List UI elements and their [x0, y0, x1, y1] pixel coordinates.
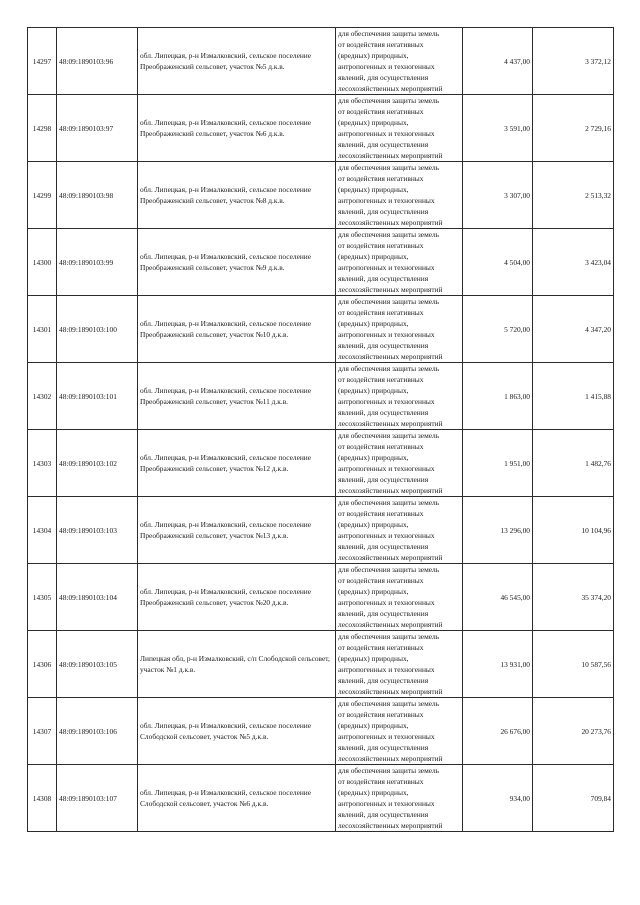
- area-value: 13 296,00: [463, 497, 533, 564]
- purpose-line: лесохозяйственных мероприятий: [338, 620, 443, 629]
- purpose-line: антропогенных и техногенных: [338, 397, 435, 406]
- table-row: [28, 698, 614, 765]
- purpose-line: антропогенных и техногенных: [338, 665, 435, 674]
- purpose-line: явлений, для осуществления: [338, 609, 429, 618]
- purpose-line: от воздействия негативных: [338, 509, 424, 518]
- land-use-purpose: [336, 765, 463, 832]
- purpose-line: лесохозяйственных мероприятий: [338, 486, 443, 495]
- purpose-line: лесохозяйственных мероприятий: [338, 352, 443, 361]
- area-value: 26 676,00: [463, 698, 533, 765]
- purpose-line: для обеспечения защиты земель: [338, 766, 440, 775]
- cadastral-number: 48:09:1890103:102: [57, 430, 138, 497]
- purpose-line: явлений, для осуществления: [338, 743, 429, 752]
- land-use-purpose: [336, 363, 463, 430]
- purpose-line: для обеспечения защиты земель: [338, 230, 440, 239]
- purpose-line: антропогенных и техногенных: [338, 799, 435, 808]
- area-value: 934,00: [463, 765, 533, 832]
- purpose-line: (вредных) природных,: [338, 520, 409, 529]
- purpose-line: для обеспечения защиты земель: [338, 699, 440, 708]
- cadastral-number: 48:09:1890103:99: [57, 229, 138, 296]
- purpose-line: (вредных) природных,: [338, 788, 409, 797]
- area-value: 3 307,00: [463, 162, 533, 229]
- purpose-line: лесохозяйственных мероприятий: [338, 754, 443, 763]
- table-body: [28, 28, 614, 832]
- row-number: 14298: [28, 95, 57, 162]
- purpose-line: лесохозяйственных мероприятий: [338, 821, 443, 830]
- table-row: [28, 162, 614, 229]
- purpose-line: явлений, для осуществления: [338, 475, 429, 484]
- purpose-line: явлений, для осуществления: [338, 140, 429, 149]
- land-use-purpose: [336, 95, 463, 162]
- purpose-line: антропогенных и техногенных: [338, 330, 435, 339]
- cadastral-number: 48:09:1890103:101: [57, 363, 138, 430]
- plot-address: обл. Липецкая, р-н Измалковский, сельское поселение Слободской сельсовет, участок №6 д.к.в.: [138, 765, 336, 832]
- purpose-line: для обеспечения защиты земель: [338, 498, 440, 507]
- cadastral-number: 48:09:1890103:107: [57, 765, 138, 832]
- purpose-line: (вредных) природных,: [338, 319, 409, 328]
- purpose-line: явлений, для осуществления: [338, 207, 429, 216]
- purpose-line: для обеспечения защиты земель: [338, 297, 440, 306]
- purpose-line: (вредных) природных,: [338, 51, 409, 60]
- cost-value: 1 415,88: [533, 363, 614, 430]
- plot-address: обл. Липецкая, р-н Измалковский, сельское поселение Слободской сельсовет, участок №5 д.к.в.: [138, 698, 336, 765]
- plot-address: обл. Липецкая, р-н Измалковский, сельское поселение Преображенский сельсовет, участок №6 д.к.в.: [138, 95, 336, 162]
- purpose-line: для обеспечения защиты земель: [338, 163, 440, 172]
- purpose-line: от воздействия негативных: [338, 375, 424, 384]
- purpose-line: (вредных) природных,: [338, 587, 409, 596]
- plot-address: обл. Липецкая, р-н Измалковский, сельское поселение Преображенский сельсовет, участок №13 д.к.в.: [138, 497, 336, 564]
- table-row: [28, 564, 614, 631]
- purpose-line: явлений, для осуществления: [338, 341, 429, 350]
- area-value: 5 720,00: [463, 296, 533, 363]
- area-value: 1 951,00: [463, 430, 533, 497]
- table-row: [28, 28, 614, 95]
- land-use-purpose: [336, 631, 463, 698]
- purpose-line: для обеспечения защиты земель: [338, 96, 440, 105]
- purpose-line: антропогенных и техногенных: [338, 129, 435, 138]
- purpose-line: антропогенных и техногенных: [338, 263, 435, 272]
- row-number: 14297: [28, 28, 57, 95]
- table-row: [28, 229, 614, 296]
- purpose-line: лесохозяйственных мероприятий: [338, 84, 443, 93]
- purpose-line: явлений, для осуществления: [338, 408, 429, 417]
- row-number: 14300: [28, 229, 57, 296]
- purpose-line: от воздействия негативных: [338, 710, 424, 719]
- purpose-line: от воздействия негативных: [338, 308, 424, 317]
- area-value: 13 931,00: [463, 631, 533, 698]
- purpose-line: для обеспечения защиты земель: [338, 29, 440, 38]
- cost-value: 10 104,96: [533, 497, 614, 564]
- cadastral-number: 48:09:1890103:100: [57, 296, 138, 363]
- row-number: 14308: [28, 765, 57, 832]
- land-use-purpose: [336, 497, 463, 564]
- area-value: 46 545,00: [463, 564, 533, 631]
- cost-value: 10 587,56: [533, 631, 614, 698]
- table-row: [28, 497, 614, 564]
- purpose-line: лесохозяйственных мероприятий: [338, 218, 443, 227]
- purpose-line: антропогенных и техногенных: [338, 531, 435, 540]
- cost-value: 1 482,76: [533, 430, 614, 497]
- row-number: 14304: [28, 497, 57, 564]
- purpose-line: (вредных) природных,: [338, 654, 409, 663]
- purpose-line: (вредных) природных,: [338, 252, 409, 261]
- plot-address: обл. Липецкая, р-н Измалковский, сельское поселение Преображенский сельсовет, участок №20 д.к.в.: [138, 564, 336, 631]
- purpose-line: явлений, для осуществления: [338, 676, 429, 685]
- row-number: 14299: [28, 162, 57, 229]
- plot-address: Липецкая обл, р-н Измалковский, с/п Слободской сельсовет, участок №1 д.к.в.: [138, 631, 336, 698]
- row-number: 14301: [28, 296, 57, 363]
- land-use-purpose: [336, 430, 463, 497]
- cadastral-number: 48:09:1890103:96: [57, 28, 138, 95]
- purpose-line: явлений, для осуществления: [338, 542, 429, 551]
- purpose-line: антропогенных и техногенных: [338, 62, 435, 71]
- purpose-line: явлений, для осуществления: [338, 73, 429, 82]
- area-value: 1 863,00: [463, 363, 533, 430]
- purpose-line: от воздействия негативных: [338, 40, 424, 49]
- purpose-line: антропогенных и техногенных: [338, 196, 435, 205]
- purpose-line: лесохозяйственных мероприятий: [338, 419, 443, 428]
- plot-address: обл. Липецкая, р-н Измалковский, сельское поселение Преображенский сельсовет, участок №10 д.к.в.: [138, 296, 336, 363]
- table-row: [28, 430, 614, 497]
- table-row: [28, 363, 614, 430]
- purpose-line: от воздействия негативных: [338, 241, 424, 250]
- purpose-line: от воздействия негативных: [338, 442, 424, 451]
- cadastral-number: 48:09:1890103:106: [57, 698, 138, 765]
- purpose-line: (вредных) природных,: [338, 453, 409, 462]
- land-use-purpose: [336, 296, 463, 363]
- purpose-line: лесохозяйственных мероприятий: [338, 687, 443, 696]
- purpose-line: (вредных) природных,: [338, 721, 409, 730]
- cadastral-number: 48:09:1890103:98: [57, 162, 138, 229]
- purpose-line: от воздействия негативных: [338, 576, 424, 585]
- purpose-line: для обеспечения защиты земель: [338, 364, 440, 373]
- cadastral-number: 48:09:1890103:104: [57, 564, 138, 631]
- table-row: [28, 95, 614, 162]
- purpose-line: антропогенных и техногенных: [338, 464, 435, 473]
- purpose-line: от воздействия негативных: [338, 643, 424, 652]
- plot-address: обл. Липецкая, р-н Измалковский, сельское поселение Преображенский сельсовет, участок №9 д.к.в.: [138, 229, 336, 296]
- purpose-line: для обеспечения защиты земель: [338, 431, 440, 440]
- purpose-line: явлений, для осуществления: [338, 274, 429, 283]
- purpose-line: явлений, для осуществления: [338, 810, 429, 819]
- purpose-line: лесохозяйственных мероприятий: [338, 285, 443, 294]
- cadastral-number: 48:09:1890103:105: [57, 631, 138, 698]
- purpose-line: (вредных) природных,: [338, 386, 409, 395]
- plot-address: обл. Липецкая, р-н Измалковский, сельское поселение Преображенский сельсовет, участок №5 д.к.в.: [138, 28, 336, 95]
- purpose-line: от воздействия негативных: [338, 174, 424, 183]
- purpose-line: (вредных) природных,: [338, 118, 409, 127]
- land-use-purpose: [336, 698, 463, 765]
- land-registry-sheet: [27, 27, 613, 832]
- row-number: 14303: [28, 430, 57, 497]
- cost-value: 20 273,76: [533, 698, 614, 765]
- purpose-line: от воздействия негативных: [338, 107, 424, 116]
- purpose-line: антропогенных и техногенных: [338, 598, 435, 607]
- cost-value: 4 347,20: [533, 296, 614, 363]
- purpose-line: (вредных) природных,: [338, 185, 409, 194]
- row-number: 14305: [28, 564, 57, 631]
- area-value: 4 504,00: [463, 229, 533, 296]
- area-value: 3 591,00: [463, 95, 533, 162]
- row-number: 14302: [28, 363, 57, 430]
- plot-address: обл. Липецкая, р-н Измалковский, сельское поселение Преображенский сельсовет, участок №11 д.к.в.: [138, 363, 336, 430]
- row-number: 14307: [28, 698, 57, 765]
- area-value: 4 437,00: [463, 28, 533, 95]
- purpose-line: для обеспечения защиты земель: [338, 565, 440, 574]
- cost-value: 3 423,04: [533, 229, 614, 296]
- purpose-line: для обеспечения защиты земель: [338, 632, 440, 641]
- cost-value: 2 729,16: [533, 95, 614, 162]
- plot-address: обл. Липецкая, р-н Измалковский, сельское поселение Преображенский сельсовет, участок №8 д.к.в.: [138, 162, 336, 229]
- cost-value: 35 374,20: [533, 564, 614, 631]
- cadastral-number: 48:09:1890103:97: [57, 95, 138, 162]
- purpose-line: от воздействия негативных: [338, 777, 424, 786]
- land-use-purpose: [336, 229, 463, 296]
- plot-address: обл. Липецкая, р-н Измалковский, сельское поселение Преображенский сельсовет, участок №12 д.к.в.: [138, 430, 336, 497]
- cost-value: 2 513,32: [533, 162, 614, 229]
- purpose-line: лесохозяйственных мероприятий: [338, 553, 443, 562]
- table-row: [28, 631, 614, 698]
- land-use-purpose: [336, 564, 463, 631]
- purpose-line: лесохозяйственных мероприятий: [338, 151, 443, 160]
- row-number: 14306: [28, 631, 57, 698]
- cost-value: 3 372,12: [533, 28, 614, 95]
- land-plots-table: [27, 27, 614, 832]
- land-use-purpose: [336, 28, 463, 95]
- cadastral-number: 48:09:1890103:103: [57, 497, 138, 564]
- table-row: [28, 765, 614, 832]
- purpose-line: антропогенных и техногенных: [338, 732, 435, 741]
- land-use-purpose: [336, 162, 463, 229]
- cost-value: 709,84: [533, 765, 614, 832]
- table-row: [28, 296, 614, 363]
